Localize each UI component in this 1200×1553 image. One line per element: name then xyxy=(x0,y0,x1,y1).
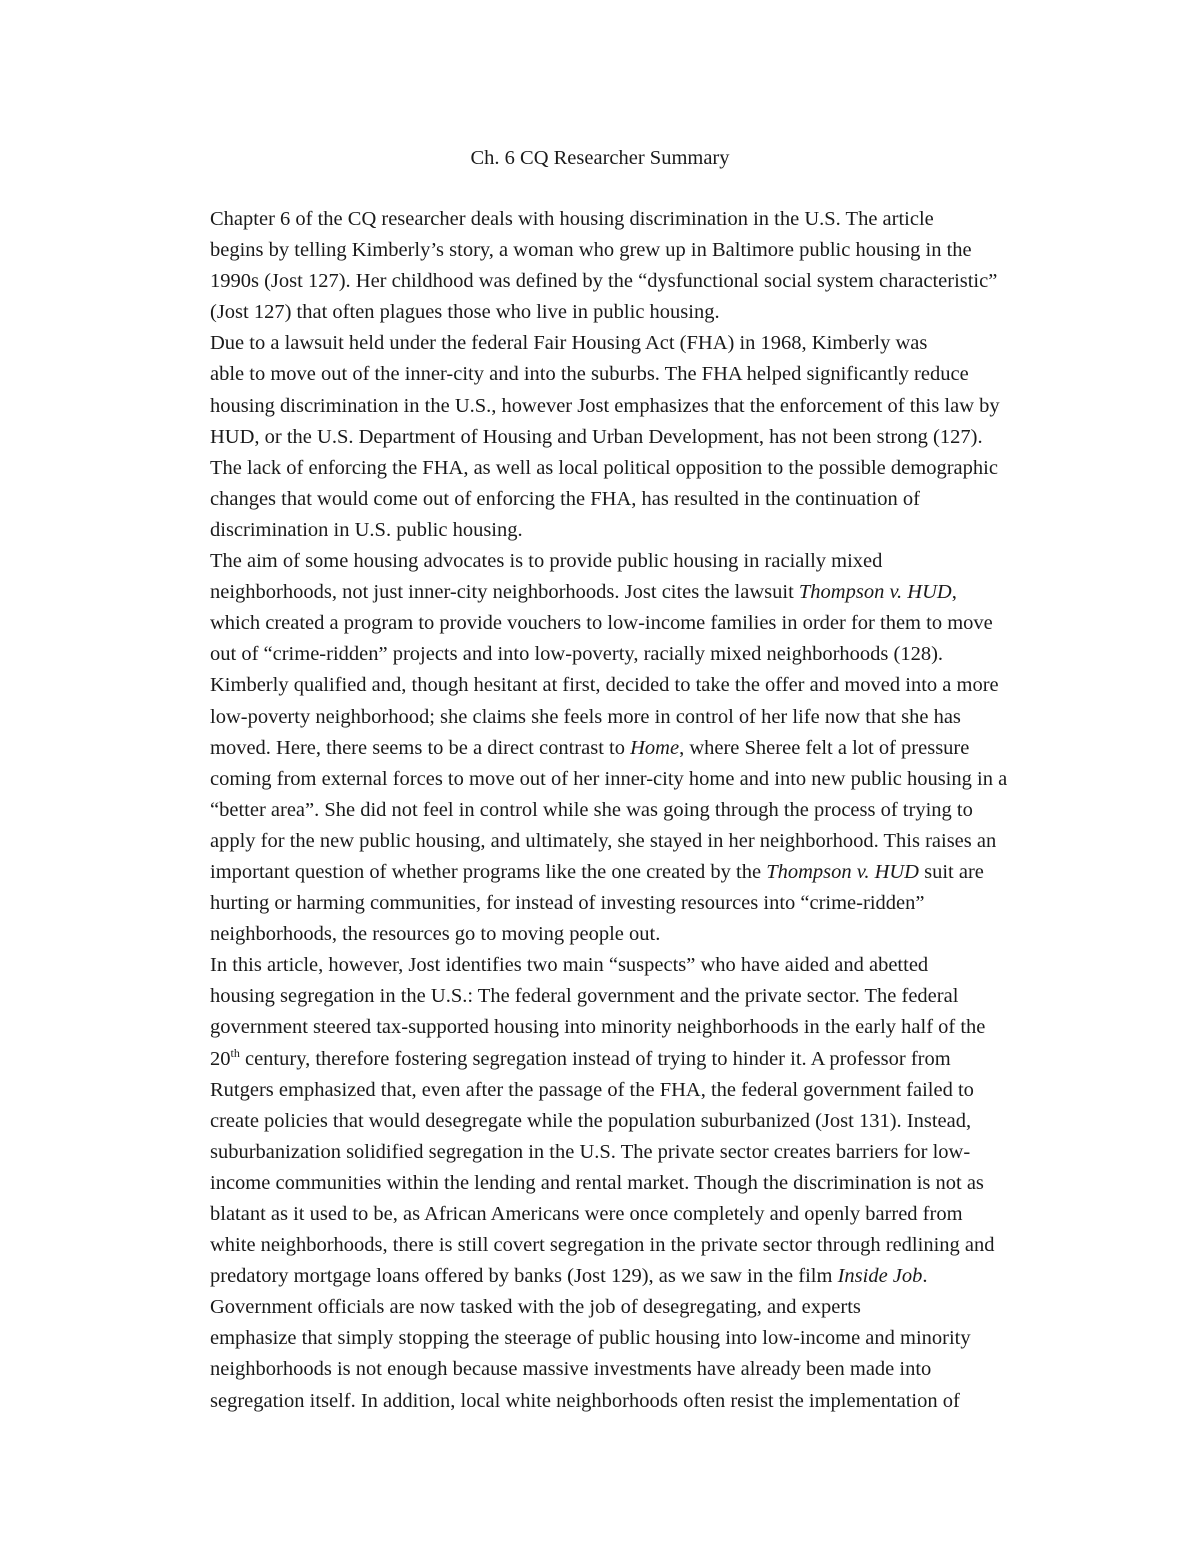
text-run: which created a program to provide vouchers to low-income families in order for them to move xyxy=(210,612,993,635)
text-run: neighborhoods is not enough because massive investments have already been made into xyxy=(210,1358,932,1381)
document-title: Ch. 6 CQ Researcher Summary xyxy=(470,147,730,169)
text-run: able to move out of the inner-city and into the suburbs. The FHA helped significantly reduce xyxy=(210,363,969,386)
text-line xyxy=(144,1044,1064,1075)
text-run: government steered tax-supported housing into minority neighborhoods in the early half of the xyxy=(210,1016,986,1039)
text-line xyxy=(144,857,1064,888)
italic-title: Thompson v. HUD xyxy=(798,581,952,604)
text-line xyxy=(144,826,1064,857)
text-run: Rutgers emphasized that, even after the passage of the FHA, the federal government failed to xyxy=(210,1078,974,1101)
text-line xyxy=(144,577,1064,608)
text-run: changes that would come out of enforcing the FHA, has resulted in the continuation of xyxy=(210,487,920,510)
text-run: housing discrimination in the U.S., however Jost emphasizes that the enforcement of this law by xyxy=(210,394,1000,417)
superscript: th xyxy=(230,1045,240,1060)
text-run: Kimberly qualified and, though hesitant at first, decided to take the offer and moved into a more xyxy=(210,674,999,697)
text-line xyxy=(144,981,1064,1012)
text-line xyxy=(144,297,1064,328)
text-line xyxy=(144,1354,1064,1385)
text-run: begins by telling Kimberly’s story, a woman who grew up in Baltimore public housing in the xyxy=(210,239,972,262)
text-run: predatory mortgage loans offered by banks (Jost 129), as we saw in the film xyxy=(210,1265,838,1288)
text-run: neighborhoods, the resources go to moving people out. xyxy=(210,923,661,946)
text-line xyxy=(144,1230,1064,1261)
text-run: The aim of some housing advocates is to provide public housing in racially mixed xyxy=(210,550,883,573)
text-line xyxy=(144,328,1064,359)
text-line xyxy=(144,1168,1064,1199)
text-run: neighborhoods, not just inner-city neighborhoods. Jost cites the lawsuit xyxy=(210,581,799,604)
paragraph xyxy=(144,546,1064,950)
text-run: apply for the new public housing, and ultimately, she stayed in her neighborhood. This raises an xyxy=(210,829,997,852)
text-line xyxy=(144,1292,1064,1323)
text-line xyxy=(144,950,1064,981)
text-run: , xyxy=(951,581,957,604)
text-line xyxy=(144,795,1064,826)
text-line xyxy=(144,515,1064,546)
text-run: , where Sheree felt a lot of pressure xyxy=(679,736,970,759)
text-run: Chapter 6 of the CQ researcher deals with housing discrimination in the U.S. The article xyxy=(210,208,934,230)
text-run: suit are xyxy=(919,860,984,883)
text-run: coming from external forces to move out of her inner-city home and into new public housing in a xyxy=(210,767,1008,790)
text-run: income communities within the lending and rental market. Though the discrimination is not as xyxy=(210,1171,984,1194)
text-line xyxy=(144,359,1064,390)
text-run: suburbanization solidified segregation in the U.S. The private sector creates barriers for low- xyxy=(210,1140,971,1163)
paragraph xyxy=(144,328,1064,546)
text-line xyxy=(144,1075,1064,1106)
text-line xyxy=(144,1012,1064,1043)
text-line xyxy=(144,546,1064,577)
text-line xyxy=(144,391,1064,422)
text-line xyxy=(144,1199,1064,1230)
text-run: HUD, or the U.S. Department of Housing and Urban Development, has not been strong (127). xyxy=(210,425,983,448)
text-run: In this article, however, Jost identifies two main “suspects” who have aided and abetted xyxy=(210,954,929,977)
text-line xyxy=(144,608,1064,639)
text-line xyxy=(144,235,1064,266)
text-run: Government officials are now tasked with the job of desegregating, and experts xyxy=(210,1296,861,1319)
italic-title: Home xyxy=(630,736,680,759)
text-run: Due to a lawsuit held under the federal Fair Housing Act (FHA) in 1968, Kimberly was xyxy=(210,332,928,355)
text-line xyxy=(144,733,1064,764)
text-run: segregation itself. In addition, local white neighborhoods often resist the implementation of xyxy=(210,1389,960,1412)
text-run: . xyxy=(922,1265,928,1288)
text-line xyxy=(144,639,1064,670)
text-line xyxy=(144,1323,1064,1354)
text-run: hurting or harming communities, for instead of investing resources into “crime-ridden” xyxy=(210,892,925,915)
text-run: (Jost 127) that often plagues those who live in public housing. xyxy=(210,301,720,324)
italic-title: Inside Job xyxy=(837,1265,923,1288)
text-line xyxy=(144,764,1064,795)
text-run: blatant as it used to be, as African Americans were once completely and openly barred from xyxy=(210,1203,963,1225)
text-run: 20 xyxy=(210,1047,231,1070)
text-run: discrimination in U.S. public housing. xyxy=(210,518,523,541)
text-line xyxy=(144,266,1064,297)
paragraph xyxy=(144,204,1064,328)
text-line xyxy=(144,484,1064,515)
text-line xyxy=(144,1261,1064,1292)
text-run: moved. Here, there seems to be a direct contrast to xyxy=(210,736,631,759)
document-body xyxy=(144,204,1064,1417)
italic-title: Thompson v. HUD xyxy=(766,860,919,883)
text-run: “better area”. She did not feel in control while she was going through the process of trying to xyxy=(210,798,973,821)
text-line xyxy=(144,204,1064,235)
text-run: out of “crime-ridden” projects and into low-poverty, racially mixed neighborhoods (128). xyxy=(210,643,944,666)
text-run: 1990s (Jost 127). Her childhood was defined by the “dysfunctional social system characteristic” xyxy=(210,270,998,293)
text-line xyxy=(144,422,1064,453)
text-run: important question of whether programs like the one created by the xyxy=(210,860,767,883)
text-line xyxy=(144,1137,1064,1168)
text-run: create policies that would desegregate while the population suburbanized (Jost 131). Instead, xyxy=(210,1109,972,1132)
text-line xyxy=(144,1106,1064,1137)
paragraph xyxy=(144,950,1064,1292)
text-line xyxy=(144,453,1064,484)
text-run: The lack of enforcing the FHA, as well as local political opposition to the possible demographic xyxy=(210,456,998,479)
text-run: emphasize that simply stopping the steerage of public housing into low-income and minority xyxy=(210,1327,971,1350)
text-run: low-poverty neighborhood; she claims she feels more in control of her life now that she has xyxy=(210,705,961,728)
text-run: white neighborhoods, there is still covert segregation in the private sector through redlining and xyxy=(210,1234,995,1257)
text-line xyxy=(144,670,1064,701)
text-run: century, therefore fostering segregation instead of trying to hinder it. A professor from xyxy=(239,1047,951,1070)
text-line xyxy=(144,919,1064,950)
text-line xyxy=(144,1386,1064,1417)
text-run: housing segregation in the U.S.: The federal government and the private sector. The federal xyxy=(210,985,959,1008)
text-line xyxy=(144,888,1064,919)
paragraph xyxy=(144,1292,1064,1416)
text-line xyxy=(144,702,1064,733)
